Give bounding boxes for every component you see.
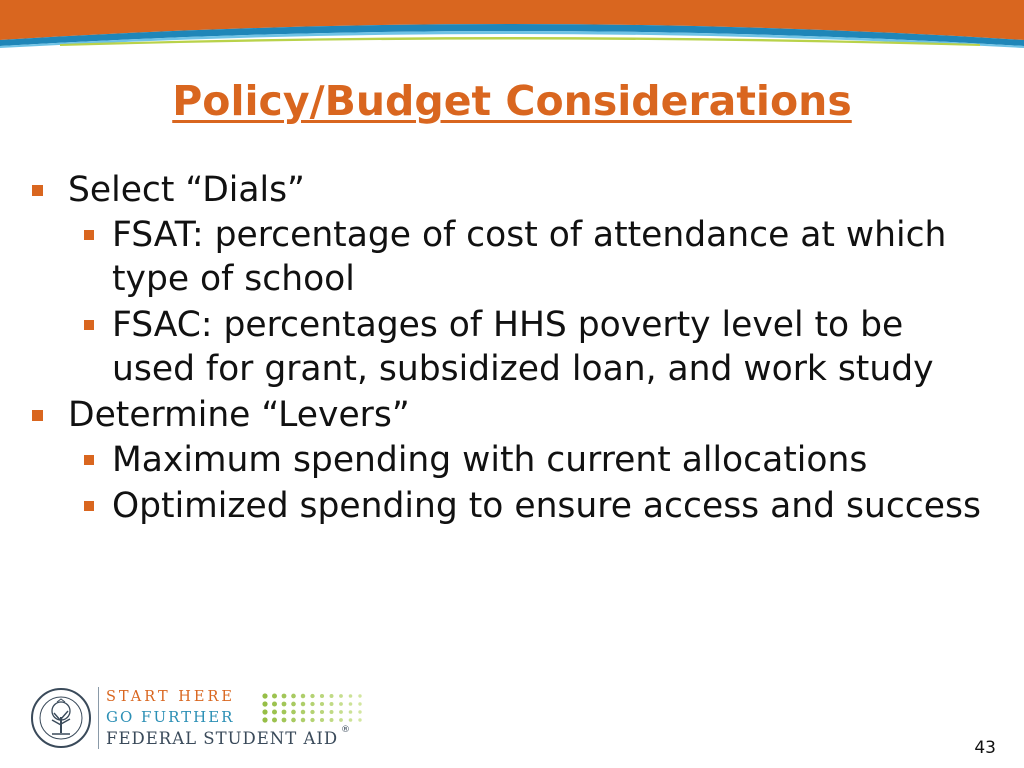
bullet-list [0,168,1024,530]
logo-dot [358,694,361,697]
logo-dot [330,694,334,698]
logo-dot [310,710,314,714]
sub-bullet-item [0,213,984,301]
sub-bullet-list [68,438,1024,528]
logo-dot [349,702,353,706]
bullet-item [0,393,1024,528]
logo-dot [291,694,296,699]
logo-dot [262,717,267,722]
logo-dot [310,718,314,722]
logo-dot [349,718,353,722]
logo-dot [358,710,361,713]
logo-dot [262,701,267,706]
logo-dot [262,709,267,714]
sub-bullet-text: FSAT: percentage of cost of attendance at which type of school [112,215,947,299]
slide-title: Policy/Budget Considerations [172,77,852,125]
sub-bullet-list [68,213,1024,391]
bullet-text: Determine “Levers” [68,395,410,435]
logo-dot [310,702,314,706]
square-bullet-icon [84,455,94,465]
logo-dot [282,718,287,723]
registered-mark: ® [341,725,350,735]
logo-dot [262,693,267,698]
square-bullet-icon [84,501,94,511]
logo-divider [98,687,99,749]
logo-dot [272,693,277,698]
logo-dot [330,702,334,706]
logo-dot [291,718,296,723]
sub-bullet-text: Optimized spending to ensure access and success [112,486,981,526]
sub-bullet-item [0,484,984,528]
logo-dot [282,710,287,715]
sub-bullet-text: Maximum spending with current allocations [112,440,868,480]
logo-go-further: GO FURTHER [106,708,235,726]
logo-dot [301,710,305,714]
logo-dot [349,694,353,698]
logo-dot [310,694,314,698]
logo-dot [320,702,324,706]
logo-dot [272,701,277,706]
logo-dot [339,694,343,698]
logo-dot [301,702,305,706]
logo-dot [301,718,305,722]
sub-bullet-item [0,303,984,391]
logo-dot [349,710,353,714]
bullet-item [0,168,1024,391]
logo-dot [320,694,324,698]
logo-dot [320,710,324,714]
logo-dot [301,694,305,698]
logo-dot [330,718,334,722]
dot-grid-icon [260,691,370,725]
sub-bullet-item [0,438,984,482]
logo-dot [282,694,287,699]
logo-dot [339,702,343,706]
logo-dot [291,702,296,707]
logo-dot [320,718,324,722]
square-bullet-icon [84,320,94,330]
logo-dot [291,710,296,715]
logo-dot [272,709,277,714]
logo-dot [282,702,287,707]
bullet-text: Select “Dials” [68,170,305,210]
logo-dot [272,717,277,722]
logo-dot [339,718,343,722]
department-of-education-seal-icon [30,687,92,749]
federal-student-aid-logo [30,685,360,755]
page-number: 43 [974,738,996,758]
logo-dot [358,702,361,705]
top-banner [0,0,1024,60]
sub-bullet-text: FSAC: percentages of HHS poverty level to be used for grant, subsidized loan, and work study [112,305,934,389]
square-bullet-icon [32,410,43,421]
logo-start-here: START HERE [106,689,235,705]
square-bullet-icon [84,230,94,240]
logo-dot [339,710,343,714]
square-bullet-icon [32,185,43,196]
logo-dot [330,710,334,714]
logo-dot [358,718,361,721]
logo-federal-student-aid: FEDERAL STUDENT AID [106,729,339,748]
